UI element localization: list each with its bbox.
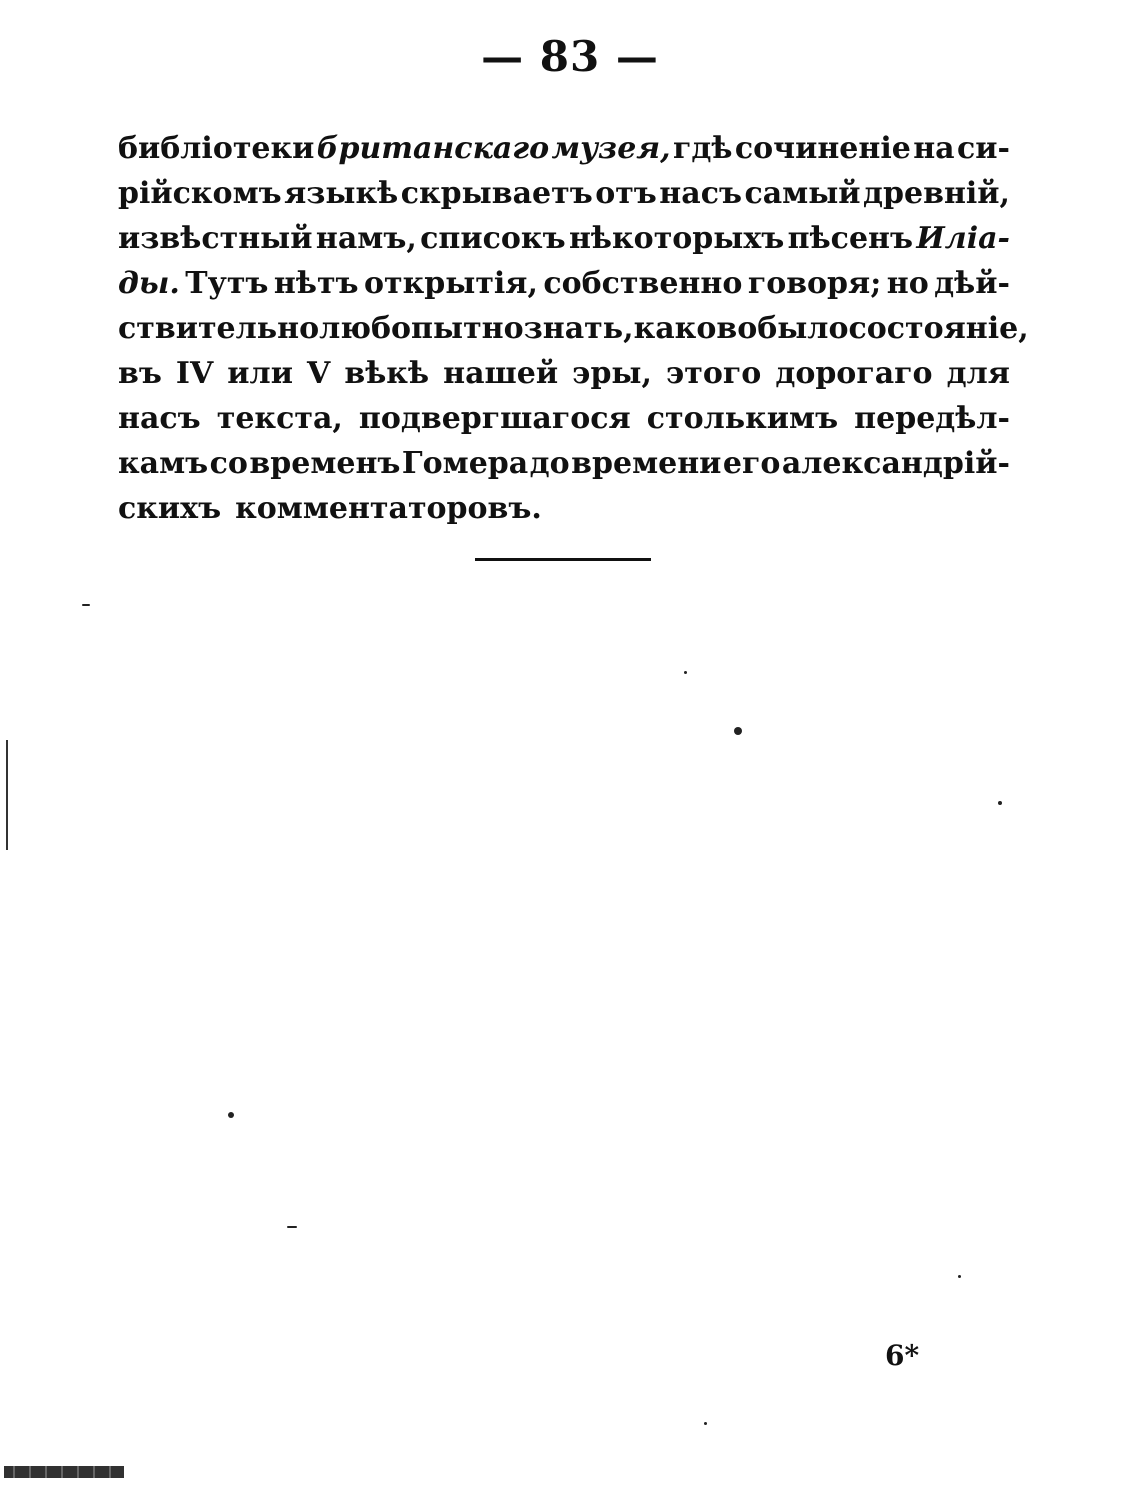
scan-edge-mark [6, 740, 8, 850]
word: отъ [595, 176, 657, 211]
word: до [529, 446, 570, 481]
text-line [118, 261, 1010, 306]
signature-mark: 6* [885, 1339, 920, 1372]
word: состояніе, [848, 311, 1029, 346]
word: гдѣ [672, 131, 733, 166]
scan-speck [82, 604, 90, 606]
word: Гомера [401, 446, 529, 481]
scan-speck [998, 801, 1002, 805]
text-line [118, 441, 1010, 486]
word: намъ, [315, 221, 417, 256]
word: знать, [523, 311, 634, 346]
word: было [757, 311, 849, 346]
word: подвергшагося [358, 401, 631, 436]
word: столькимъ [646, 401, 839, 436]
text-line [118, 396, 1010, 441]
word: для [946, 356, 1010, 391]
word: со [209, 446, 248, 481]
text-line [118, 486, 1010, 531]
word: списокъ [420, 221, 566, 256]
page-number: — 83 — [481, 32, 659, 81]
word: его [722, 446, 781, 481]
word: музея, [551, 131, 671, 166]
word: си- [956, 131, 1010, 166]
text-line [118, 306, 1029, 351]
scan-speck [734, 727, 742, 735]
word: пѣсенъ [787, 221, 914, 256]
text-line [118, 126, 1010, 171]
word: но [886, 266, 929, 301]
word: этого [666, 356, 762, 391]
word: вѣкѣ [344, 356, 430, 391]
word: нѣтъ [273, 266, 359, 301]
word: открытія, [364, 266, 538, 301]
word: IV [175, 356, 214, 391]
word: дѣй- [934, 266, 1010, 301]
word: эры, [572, 356, 652, 391]
word: Иліа- [916, 221, 1010, 256]
word: александрій- [781, 446, 1010, 481]
word: насъ [659, 176, 742, 211]
scan-speck [228, 1112, 234, 1118]
word: передѣл- [854, 401, 1010, 436]
word: Тутъ [185, 266, 269, 301]
word: британскаго [316, 131, 550, 166]
scan-speck [704, 1422, 707, 1425]
word: V [307, 356, 331, 391]
word: на [913, 131, 955, 166]
word: насъ [118, 401, 201, 436]
word: ды. [118, 266, 180, 301]
word: ствительно [118, 311, 320, 346]
scan-speck [958, 1275, 961, 1278]
scan-speck [287, 1226, 297, 1228]
word: камъ [118, 446, 209, 481]
text-line [118, 216, 1010, 261]
scan-speck [684, 671, 687, 674]
word: собственно [543, 266, 743, 301]
word: или [227, 356, 293, 391]
scan-bottom-mark [4, 1466, 124, 1478]
body-paragraph [118, 126, 1029, 531]
word: говоря; [747, 266, 882, 301]
word: скихъ [118, 491, 222, 526]
word: нашей [443, 356, 559, 391]
word: времени [571, 446, 722, 481]
word: древній, [863, 176, 1010, 211]
text-line [118, 351, 1010, 396]
word: сочиненіе [734, 131, 911, 166]
word: рійскомъ [118, 176, 282, 211]
word: въ [118, 356, 162, 391]
word: библіотеки [118, 131, 315, 166]
text-line [118, 171, 1010, 216]
word: нѣкоторыхъ [568, 221, 785, 256]
word: дорогаго [775, 356, 933, 391]
word: любопытно [319, 311, 524, 346]
word: текста, [216, 401, 343, 436]
word: каково [633, 311, 758, 346]
word: комментаторовъ. [235, 491, 542, 526]
word: самый [744, 176, 861, 211]
word: скрываетъ [400, 176, 593, 211]
section-divider [475, 558, 651, 561]
word: языкѣ [284, 176, 399, 211]
word: извѣстный [118, 221, 313, 256]
word: временъ [249, 446, 401, 481]
